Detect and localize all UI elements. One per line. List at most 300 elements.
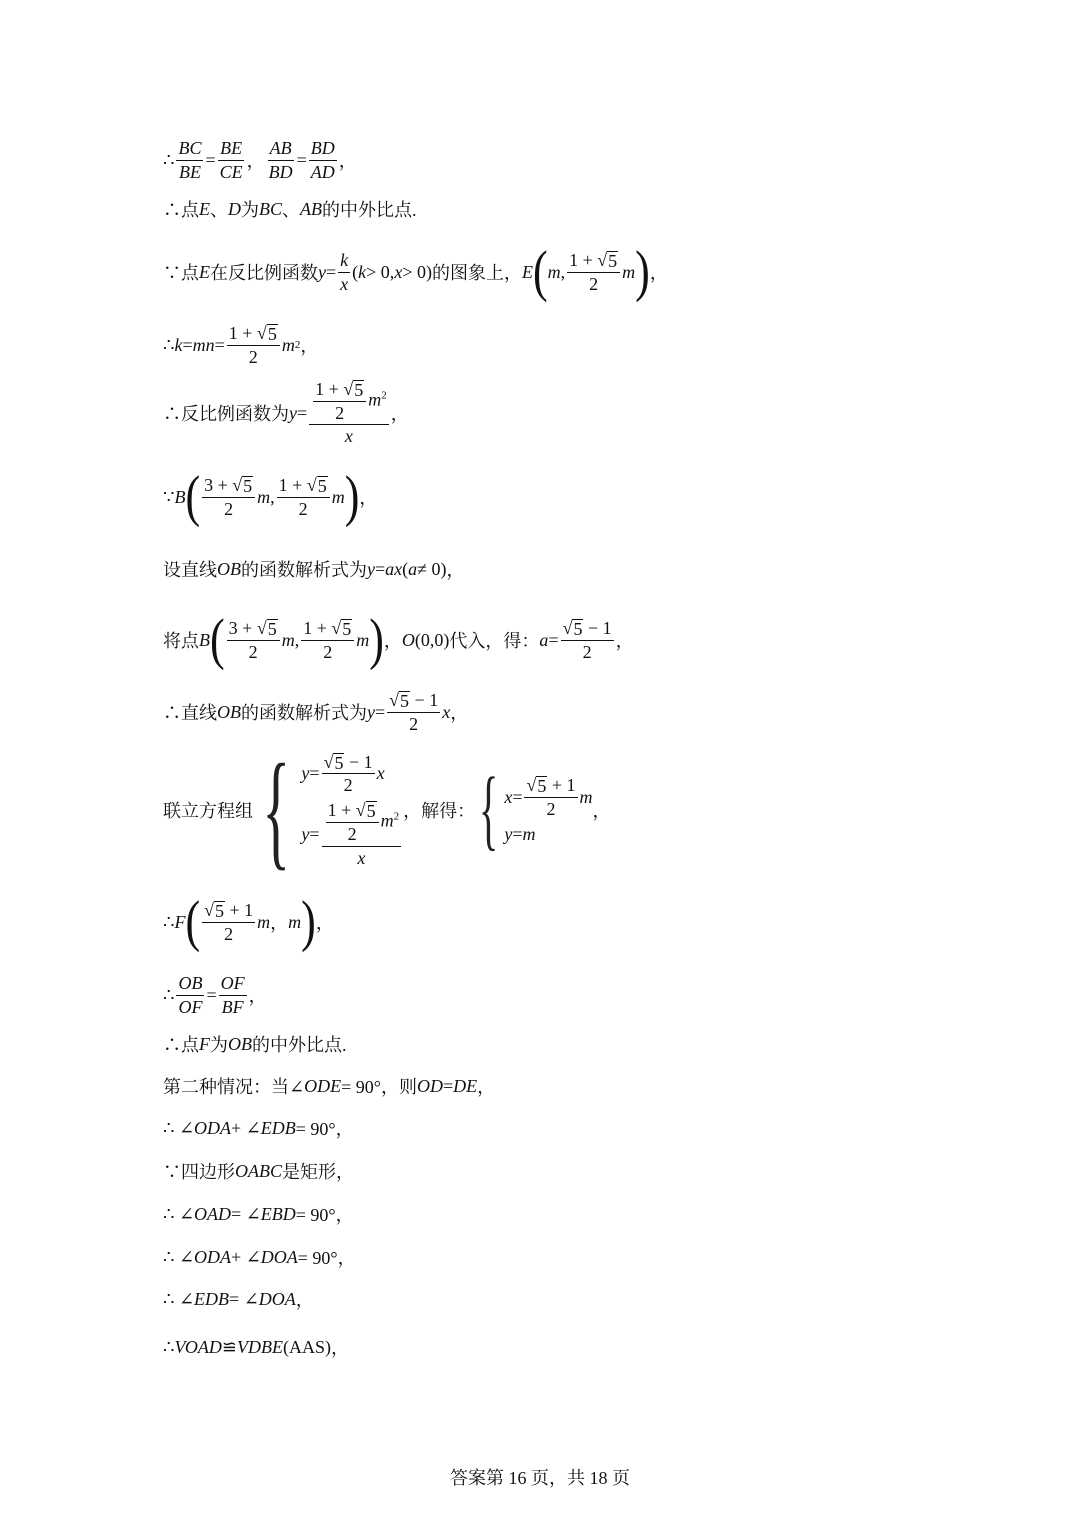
math-symbol: m (522, 823, 536, 844)
math-symbol: OF (220, 972, 245, 993)
math-symbol: E (199, 261, 210, 282)
denominator (355, 847, 367, 869)
fraction (313, 379, 366, 423)
text-run: ∴ (163, 334, 175, 355)
math-symbol: DOA (258, 1288, 296, 1309)
text-run: = (512, 787, 523, 807)
radicand: 5 (608, 250, 618, 271)
right-paren: ) (425, 261, 432, 282)
text-run: = (548, 629, 559, 650)
radical-sign: √ (331, 617, 342, 638)
right-paren: ) (440, 558, 447, 579)
left-paren: ( (282, 1336, 289, 1357)
text-run: 是矩形， (282, 1162, 354, 1182)
denominator (333, 402, 346, 424)
math-symbol: B (174, 486, 186, 507)
text-run: = (309, 763, 320, 784)
text-run: ∴点 (163, 200, 199, 220)
text-run: > 0 (402, 261, 426, 282)
text-run: = (512, 823, 523, 844)
math-symbol: y (367, 558, 375, 579)
text-run: 将点 (163, 631, 199, 651)
radical-sign: √ (343, 378, 354, 399)
text-run: ， (446, 560, 465, 580)
text-run: ， (300, 336, 319, 356)
text-run: = (296, 149, 307, 170)
text-run: = (206, 984, 217, 1005)
fraction (309, 138, 337, 182)
square-root (526, 775, 547, 796)
equation-rows (504, 775, 592, 844)
fraction (267, 138, 295, 182)
math-symbol: m (281, 629, 295, 650)
radical-sign: √ (256, 322, 267, 343)
numerator (219, 973, 247, 996)
text-run: ， (383, 631, 402, 651)
radicand: 5 (317, 475, 327, 496)
text-run: ∵点 (163, 263, 199, 283)
text-run: ， (338, 151, 357, 171)
math-symbol: OABC (235, 1160, 282, 1181)
math-symbol: AB (300, 198, 323, 219)
math-symbol: OB (217, 558, 241, 579)
radical-sign: √ (306, 474, 317, 495)
text-run: 2 (409, 713, 419, 734)
text-run: 、 (282, 200, 301, 220)
math-symbol: y (504, 823, 513, 844)
text-run: ≌ (221, 1336, 237, 1357)
math-symbol: VOAD (174, 1336, 222, 1357)
fraction (202, 900, 255, 944)
math-symbol: m (288, 911, 302, 932)
text-run: ， (615, 631, 634, 651)
text-run: = ∠ (229, 1288, 259, 1309)
denominator (222, 498, 235, 520)
left-paren: ( (185, 464, 201, 529)
denominator (343, 425, 355, 447)
right-paren: ) (344, 464, 360, 529)
numerator (524, 775, 577, 798)
math-symbol: F (174, 911, 186, 932)
radicand: 5 (573, 618, 583, 639)
math-symbol: k (340, 249, 349, 270)
math-symbol: x (357, 847, 366, 868)
radical-sign: √ (256, 617, 267, 638)
text-run: 为 (210, 1035, 228, 1055)
text-run: 1 + (315, 378, 344, 399)
text-run: + ∠ (231, 1117, 261, 1138)
text-run: ∴点 (163, 1035, 199, 1055)
radical-sign: √ (597, 249, 608, 270)
square-root (356, 800, 377, 821)
parenthesized-group (185, 464, 360, 529)
text-run: ∴ ∠ (163, 1203, 195, 1224)
text-run: ， (592, 801, 611, 821)
radical-sign: √ (232, 474, 243, 495)
equation-row (504, 824, 592, 845)
math-symbol: k (174, 334, 183, 355)
text-run: = (309, 823, 320, 844)
fraction (218, 138, 245, 182)
radical-sign: √ (355, 800, 366, 821)
numerator (322, 752, 375, 775)
math-symbol: x (340, 273, 349, 294)
text-run: 为 (241, 200, 259, 220)
math-symbol: AD (310, 161, 335, 182)
text-run: = ∠ (231, 1203, 261, 1224)
text-run: = (442, 1075, 454, 1096)
text-run: = 90°， (295, 1119, 354, 1139)
math-symbol: E (199, 198, 210, 219)
math-symbol: EDB (194, 1288, 230, 1309)
math-symbol: OAD (194, 1203, 232, 1224)
text-run: 2 (347, 823, 357, 844)
text-run: ∴直线 (163, 703, 217, 723)
text-run: 的中外比点. (252, 1035, 347, 1055)
text-run: 1 + (228, 322, 257, 343)
text-run: ， (270, 913, 289, 933)
math-symbol: EBD (260, 1203, 296, 1224)
radical-sign: √ (526, 775, 537, 796)
math-symbol: OB (228, 1033, 252, 1054)
denominator (321, 641, 334, 663)
numerator (326, 800, 379, 823)
text-run: = (326, 261, 337, 282)
math-symbol: BE (178, 161, 201, 182)
square-root (204, 900, 225, 921)
math-symbol: y (318, 261, 326, 282)
math-symbol: CE (219, 161, 243, 182)
numerator (202, 900, 255, 923)
numerator (268, 138, 294, 161)
fraction (326, 800, 379, 844)
equation-row (301, 752, 403, 796)
radicand: 5 (537, 776, 547, 797)
numerator (309, 379, 389, 425)
radicand: 5 (267, 323, 277, 344)
math-symbol: y (301, 823, 310, 844)
text-run: 的图象上， (431, 263, 522, 283)
text-run: 2 (224, 498, 234, 519)
text-run: ∴ ∠ (163, 1117, 195, 1138)
text-run: = (375, 558, 386, 579)
text-run: = 90°， (295, 1205, 354, 1225)
left-paren: ( (185, 889, 201, 954)
math-symbol: OD (416, 1075, 443, 1096)
text-run: 的中外比点. (322, 200, 417, 220)
text-run: ， (477, 1077, 496, 1097)
text-run: 3 + (228, 617, 257, 638)
fraction (387, 690, 440, 734)
math-symbol: mn (192, 334, 215, 355)
text-run: + ∠ (231, 1246, 261, 1267)
superscript: 2 (381, 389, 387, 402)
parenthesized-group (415, 630, 450, 651)
math-symbol: ODA (194, 1246, 232, 1267)
numerator (309, 138, 337, 161)
text-run: ∴ (163, 911, 175, 932)
numerator (567, 250, 620, 273)
radicand: 5 (243, 475, 253, 496)
text-run: 1 + (327, 800, 356, 821)
text-run: 2 (546, 799, 556, 819)
text-run: 2 (248, 346, 258, 367)
math-symbol: x (376, 763, 385, 784)
right-paren: ) (635, 239, 650, 304)
denominator (176, 996, 204, 1018)
math-symbol: m (380, 810, 394, 831)
fraction (219, 973, 247, 1017)
fraction (227, 618, 280, 662)
numerator (218, 138, 244, 161)
denominator (267, 161, 295, 183)
left-paren: ( (402, 558, 409, 579)
text-run: 0,0 (420, 629, 444, 650)
math-symbol: DE (453, 1075, 478, 1096)
radical-sign: √ (323, 751, 334, 772)
math-symbol: m (257, 911, 271, 932)
math-symbol: ODA (194, 1117, 232, 1138)
math-symbol: m (579, 787, 593, 807)
fraction (567, 250, 620, 294)
fraction (322, 752, 375, 796)
text-run: 的函数解析式为 (241, 560, 367, 580)
parenthesized-group (352, 262, 432, 283)
text-run: 2 (335, 402, 345, 423)
text-run: ∴ (163, 1336, 175, 1357)
text-run: 2 (343, 775, 353, 796)
math-symbol: a (539, 629, 549, 650)
text-run: ， (450, 703, 469, 723)
parenthesized-group (402, 559, 446, 580)
denominator (247, 346, 260, 368)
fraction (322, 800, 402, 868)
math-symbol: D (228, 198, 241, 219)
text-run: ， (359, 488, 378, 508)
math-symbol: BC (259, 198, 283, 219)
denominator (218, 161, 245, 183)
math-symbol: y (289, 402, 297, 423)
right-paren: ) (443, 629, 450, 650)
math-symbol: y (367, 701, 375, 722)
numerator (227, 323, 280, 346)
text-run: 1 + (303, 617, 332, 638)
math-symbol: OB (217, 701, 241, 722)
text-run: = (205, 149, 216, 170)
text-run: − 1 (583, 617, 612, 638)
square-root (389, 690, 410, 711)
text-run: ∴ ∠ (163, 1288, 195, 1309)
numerator (338, 250, 350, 273)
square-root (324, 752, 345, 773)
text-run: ， (248, 986, 267, 1006)
text-run: = (214, 334, 225, 355)
math-symbol: EDB (260, 1117, 296, 1138)
text-run: ， (390, 404, 409, 424)
fraction (338, 250, 350, 294)
parenthesized-group (210, 607, 384, 672)
denominator (222, 923, 235, 945)
text-run: = (182, 334, 193, 355)
math-symbol: BF (221, 996, 244, 1017)
numerator (202, 475, 255, 498)
fraction (524, 775, 577, 819)
text-run: ， (246, 151, 265, 171)
text-run: 2 (248, 641, 258, 662)
text-run: 3 + (204, 474, 233, 495)
text-run: 2 (298, 498, 308, 519)
radicand: 5 (366, 800, 376, 821)
math-symbol: O (401, 629, 415, 650)
text-run: ≠ 0 (417, 558, 441, 579)
text-run: ∴反比例函数为 (163, 404, 289, 424)
denominator (346, 823, 359, 845)
math-symbol: OF (178, 996, 203, 1017)
math-symbol: BD (268, 161, 293, 182)
math-symbol: F (199, 1033, 210, 1054)
denominator (581, 641, 594, 663)
denominator (220, 996, 246, 1018)
math-symbol: a (408, 558, 418, 579)
math-symbol: BC (178, 137, 202, 158)
text-run: ， (295, 1290, 314, 1310)
radical-sign: √ (562, 617, 573, 638)
numerator (277, 475, 330, 498)
math-symbol: y (301, 763, 310, 784)
denominator (338, 273, 350, 295)
text-run: , (270, 486, 275, 507)
text-run: ∵ (163, 486, 175, 507)
radicand: 5 (215, 900, 224, 921)
math-symbol: m (547, 261, 561, 282)
radicand: 5 (267, 618, 277, 639)
parenthesized-group (185, 889, 316, 954)
denominator (587, 273, 600, 295)
denominator (177, 161, 203, 183)
equation-row (504, 775, 592, 819)
text-run: 的函数解析式为 (241, 703, 367, 723)
math-symbol: x (344, 426, 353, 447)
math-symbol: AB (269, 137, 292, 158)
right-paren: ) (369, 607, 384, 672)
superscript: 2 (393, 810, 400, 823)
text-run: = 90°， (297, 1248, 356, 1268)
denominator (309, 161, 337, 183)
text-run: 2 (582, 641, 592, 662)
text-run: 2 (589, 273, 599, 294)
numerator (313, 379, 366, 402)
math-symbol: m (331, 486, 345, 507)
text-run: 在反比例函数 (210, 263, 318, 283)
text-run: ，解得： (403, 801, 476, 821)
left-paren: ( (352, 261, 359, 282)
text-run: 1 + (569, 249, 598, 270)
parenthesized-group (532, 239, 650, 304)
square-root (257, 323, 278, 344)
numerator (227, 618, 280, 641)
text-run: ∴ (163, 984, 175, 1005)
fraction (176, 138, 203, 182)
math-symbol: OB (178, 972, 203, 993)
math-symbol: DOA (260, 1246, 298, 1267)
right-paren: ) (301, 889, 316, 954)
square-root (563, 618, 584, 639)
math-symbol: VDBE (237, 1336, 283, 1357)
radicand: 5 (334, 752, 344, 773)
left-brace: { (478, 760, 499, 859)
math-symbol: ODE (304, 1075, 342, 1096)
text-run: , (560, 261, 566, 282)
denominator (342, 774, 355, 796)
radicand: 5 (400, 690, 410, 711)
text-run: = 90°，则 (341, 1077, 417, 1097)
text-run: ， (315, 913, 334, 933)
equation-system (475, 760, 593, 859)
math-symbol: k (358, 261, 367, 282)
text-run: = (297, 402, 308, 423)
math-symbol: E (521, 261, 533, 282)
math-symbol: BE (220, 137, 243, 158)
fraction (561, 618, 614, 662)
numerator (301, 618, 354, 641)
text-run: AAS (288, 1336, 325, 1357)
fraction (309, 379, 389, 447)
text-run: + 1 (547, 775, 576, 796)
text-run: 2 (323, 641, 333, 662)
fraction (227, 323, 280, 367)
text-run: ， (331, 1338, 349, 1358)
left-paren: ( (210, 607, 225, 672)
fraction (301, 618, 354, 662)
denominator (247, 641, 260, 663)
text-run: 、 (210, 200, 228, 220)
math-symbol: m (257, 486, 271, 507)
radical-sign: √ (389, 689, 400, 710)
math-symbol: ax (385, 558, 403, 579)
math-symbol: m (281, 334, 295, 355)
square-root (257, 618, 278, 639)
radical-sign: √ (204, 899, 214, 920)
fraction (202, 475, 255, 519)
text-run: − 1 (344, 751, 373, 772)
square-root (343, 379, 364, 400)
square-root (597, 250, 618, 271)
math-symbol: x (442, 701, 451, 722)
math-symbol: B (199, 629, 210, 650)
page-footer: 答案第 16 页，共 18 页 (450, 1468, 630, 1488)
math-symbol: m (622, 261, 636, 282)
text-run: − 1 (410, 689, 439, 710)
text-run: ∵四边形 (163, 1162, 235, 1182)
text-run: ， (649, 263, 668, 283)
square-root (232, 475, 253, 496)
numerator (176, 138, 203, 161)
left-paren: ( (414, 629, 421, 650)
denominator (544, 798, 557, 820)
text-run: 1 + (278, 474, 307, 495)
numerator (176, 973, 204, 996)
text-run: > 0, (366, 261, 395, 282)
radicand: 5 (354, 379, 364, 400)
fraction (277, 475, 330, 519)
parenthesized-group (283, 1337, 331, 1358)
square-root (331, 618, 352, 639)
equation-rows (301, 752, 403, 868)
text-run: 第二种情况：当∠ (163, 1077, 305, 1097)
numerator (387, 690, 440, 713)
text-run: 2 (224, 923, 234, 944)
radicand: 5 (342, 618, 352, 639)
